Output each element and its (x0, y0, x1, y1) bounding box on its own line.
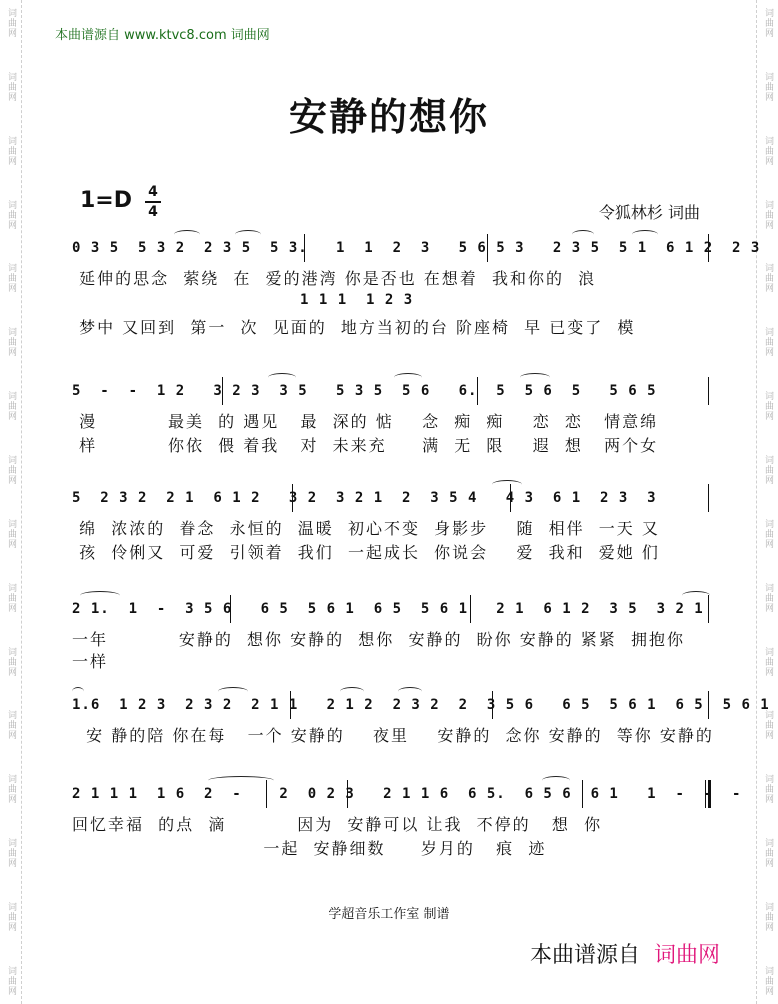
barline (222, 377, 223, 405)
time-signature-divider (145, 201, 161, 203)
watermark-text: 词曲网 (763, 965, 773, 996)
tie-mark (268, 373, 296, 382)
notation-line: 0 3 5 5 3 2 2 3 5 5 3. 1 1 2 3 5 6 5 3 2 3 5 5 1 6 1 2 2 3 (72, 240, 761, 256)
lyric-verse-2: 梦中 又回到 第一 次 见面的 地方当初的台 阶座椅 早 已变了 模 (72, 318, 636, 337)
barline (708, 595, 709, 623)
watermark-text: 词曲网 (763, 199, 773, 230)
right-watermark-strip (756, 0, 778, 1004)
lyric-verse-1: 回忆幸福 的点 滴 因为 安静可以 让我 不停的 想 你 (72, 815, 603, 834)
left-watermark-strip (0, 0, 22, 1004)
tie-mark (340, 687, 364, 696)
tie-mark (542, 776, 570, 785)
watermark-text: 词曲网 (6, 518, 16, 549)
alternate-notation: 1 1 1 1 2 3 (300, 292, 414, 308)
watermark-text: 词曲网 (6, 71, 16, 102)
watermark-text: 词曲网 (6, 199, 16, 230)
barline (708, 234, 709, 262)
source-footer (530, 938, 720, 969)
tie-mark (72, 687, 84, 696)
barline (477, 377, 478, 405)
tie-mark (208, 776, 274, 785)
song-title: 安静的想你 (288, 95, 489, 139)
watermark-text: 词曲网 (6, 902, 16, 933)
barline (487, 234, 488, 262)
barline (708, 484, 709, 512)
watermark-text: 词曲网 (6, 646, 16, 677)
watermark-text: 词曲网 (6, 838, 16, 869)
score-maker-credit: 学超音乐工作室 制谱 (328, 907, 450, 922)
barline (510, 484, 511, 512)
tie-mark (398, 687, 422, 696)
tie-mark (520, 373, 550, 382)
watermark-text: 词曲网 (763, 391, 773, 422)
watermark-text: 词曲网 (6, 135, 16, 166)
author-credit: 令狐林杉 词曲 (598, 203, 700, 222)
tie-mark (235, 230, 261, 239)
watermark-text: 词曲网 (763, 902, 773, 933)
barline (708, 691, 709, 719)
watermark-text: 词曲网 (6, 391, 16, 422)
watermark-text: 词曲网 (6, 774, 16, 805)
notation-line: 5 - - 1 2 3 2 3 3 5 5 3 5 5 6 6. 5 5 6 5 5 6 5 (72, 383, 657, 399)
lyric-verse-1: 绵 浓浓的 眷念 永恒的 温暖 初心不变 身影步 随 相伴 一天 又 (72, 519, 660, 538)
time-signature-bottom: 4 (148, 204, 158, 220)
tie-mark (174, 230, 200, 239)
notation-line: 1.6 1 2 3 2 3 2 2 1 1 2 1 2 2 3 2 2 3 5 6 6 5 5 6 1 6 5 5 6 1 (72, 697, 770, 713)
barline (347, 780, 348, 808)
barline (582, 780, 583, 808)
tie-mark (218, 687, 248, 696)
watermark-text: 词曲网 (6, 965, 16, 996)
watermark-text: 词曲网 (6, 327, 16, 358)
watermark-text: 词曲网 (763, 518, 773, 549)
lyric-verse-1: 一年 安静的 想你 安静的 想你 安静的 盼你 安静的 紧紧 拥抱你 (72, 630, 685, 649)
tie-mark (394, 373, 422, 382)
barline (470, 595, 471, 623)
notation-line: 2 1. 1 - 3 5 6 6 5 5 6 1 6 5 5 6 1 2 1 6 1 2 3 5 3 2 1 (72, 601, 704, 617)
barline (304, 234, 305, 262)
watermark-text: 词曲网 (6, 455, 16, 486)
lyric-verse-2: 一起 安静细数 岁月的 痕 迹 (72, 839, 547, 858)
watermark-text: 词曲网 (763, 710, 773, 741)
time-signature (145, 184, 161, 220)
watermark-text: 词曲网 (763, 71, 773, 102)
watermark-text: 词曲网 (763, 8, 773, 38)
watermark-text: 词曲网 (763, 774, 773, 805)
watermark-text: 词曲网 (763, 838, 773, 869)
notation-line: 2 1 1 1 1 6 2 - 2 0 2 3 2 1 1 6 6 5. 6 5 6 6 1 1 - - - (72, 786, 742, 802)
lyric-verse-1: 安 静的陪 你在每 一个 安静的 夜里 安静的 念你 安静的 等你 安静的 (72, 726, 714, 745)
notation-line: 5 2 3 2 2 1 6 1 2 3 2 3 2 1 2 3 5 4 4 3 6 1 2 3 3 (72, 490, 657, 506)
watermark-text: 词曲网 (763, 327, 773, 358)
watermark-text: 词曲网 (763, 455, 773, 486)
barline (266, 780, 267, 808)
watermark-text: 词曲网 (763, 263, 773, 294)
lyric-verse-1: 延伸的思念 萦绕 在 爱的港湾 你是否也 在想着 我和你的 浪 (72, 269, 597, 288)
watermark-text: 词曲网 (6, 263, 16, 294)
watermark-text: 词曲网 (6, 8, 16, 38)
source-footer-prefix: 本曲谱源自 (529, 943, 640, 968)
barline (292, 484, 293, 512)
source-footer-site: 词曲网 (653, 943, 720, 968)
watermark-text: 词曲网 (763, 646, 773, 677)
key-signature: 1=D (80, 188, 133, 213)
tie-mark (80, 591, 120, 600)
watermark-text: 词曲网 (763, 135, 773, 166)
lyric-verse-1: 漫 最美 的 遇见 最 深的 惦 念 痴 痴 恋 恋 情意绵 (72, 412, 659, 431)
lyric-verse-2: 样 你依 偎 着我 对 未来充 满 无 限 遐 想 两个女 (72, 436, 659, 455)
lyric-verse-2: 一样 (72, 652, 109, 671)
lyric-verse-2: 孩 伶俐又 可爱 引领着 我们 一起成长 你说会 爱 我和 爱她 们 (72, 543, 660, 562)
tie-mark (492, 480, 522, 489)
watermark-text: 词曲网 (6, 582, 16, 613)
barline (492, 691, 493, 719)
watermark-text: 词曲网 (763, 582, 773, 613)
barline (230, 595, 231, 623)
source-header: 本曲谱源自 www.ktvc8.com 词曲网 (55, 28, 270, 43)
final-barline (705, 780, 708, 808)
tie-mark (682, 591, 710, 600)
watermark-text: 词曲网 (6, 710, 16, 741)
tie-mark (632, 230, 658, 239)
barline (290, 691, 291, 719)
time-signature-top: 4 (148, 184, 158, 200)
barline (708, 377, 709, 405)
tie-mark (572, 230, 594, 239)
